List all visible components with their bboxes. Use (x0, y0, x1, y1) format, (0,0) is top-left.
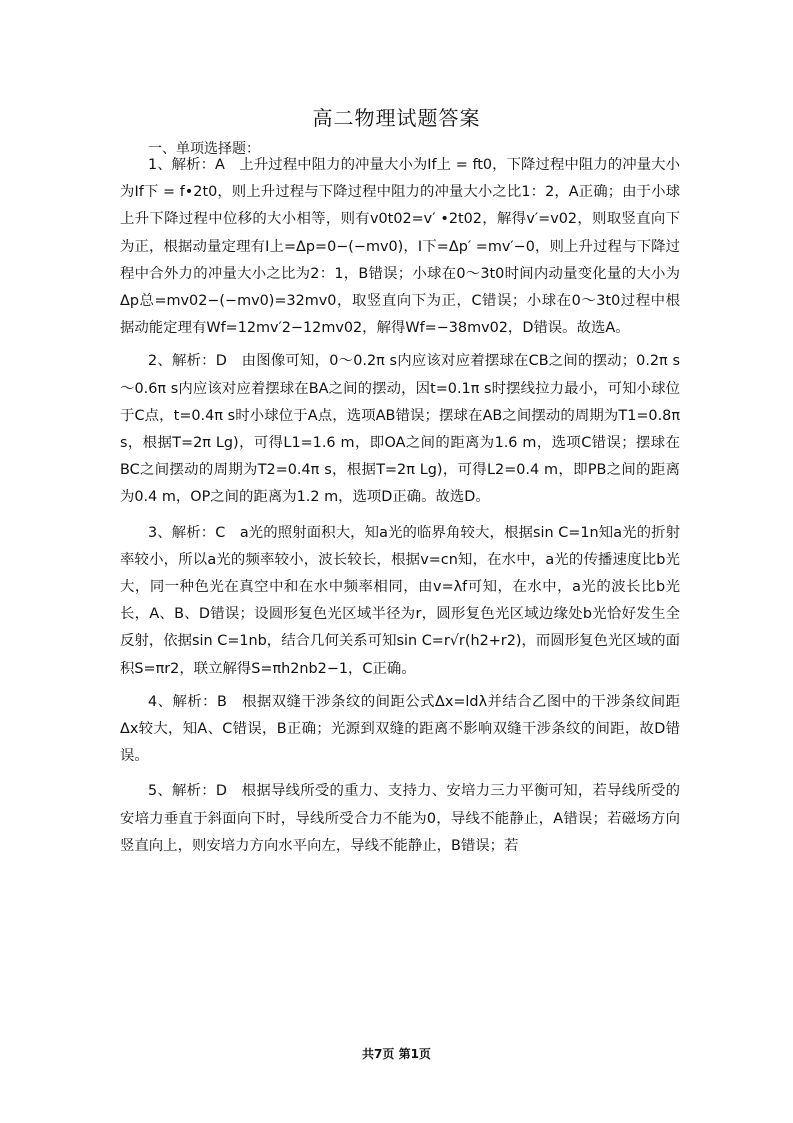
answer-paragraph-5: 5、解析：D 根据导线所受的重力、支持力、安培力三力平衡可知，若导线所受的安培力垂直于斜面向下时，导线所受合力不能为0，导线不能静止，A错误；若磁场方向竖直向上，则安培力方向水平向左，导线不能静止，B错误；若 (120, 783, 680, 854)
answer-paragraph-2: 2、解析：D 由图像可知，0～0.2π s内应该对应着摆球在CB之间的摆动；0.2π s～0.6π s内应该对应着摆球在BA之间的摆动，因t=0.1π s时摆线拉力最小，可知小球位于C点，t=0.4π s时小球位于A点，选项AB错误；摆球在AB之间摆动的周期为T1=0.8π s，根据T=2π Lg)，可得L1=1.6 m，即OA之间的距离为1.6 m，选项C错误；摆球在BC之间摆动的周期为T2=0.4π s，根据T=2π Lg)，可得L2=0.4 m，即PB之间的距离为0.4 m，OP之间的距离为1.2 m，选项D正确。故选D。 (120, 353, 680, 506)
answer-paragraph-3: 3、解析：C a光的照射面积大，知a光的临界角较大，根据sin C=1n知a光的折射率较小，所以a光的频率较小，波长较长，根据v=cn知，在水中，a光的传播速度比b光大，同一种色光在真空中和在水中频率相同，由v=λf可知，在水中，a光的波长比b光长，A、B、D错误；设圆形复色光区域半径为r，圆形复色光区域边缘处b光恰好发生全反射，依据sin C=1nb，结合几何关系可知sin C=r√r(h2+r2)，而圆形复色光区域的面积S=πr2，联立解得S=πh2nb2−1，C正确。 (120, 524, 680, 677)
answer-body (120, 152, 680, 860)
answer-paragraph-4: 4、解析：B 根据双缝干涉条纹的间距公式Δx=ldλ并结合乙图中的干涉条纹间距Δx较大，知A、C错误，B正确；光源到双缝的距离不影响双缝干涉条纹的间距，故D错误。 (120, 693, 680, 765)
page-title: 高二物理试题答案 (312, 106, 481, 130)
answer-paragraph-1: 1、解析：A 上升过程中阻力的冲量大小为If上 = ft0，下降过程中阻力的冲量大小为If下 = f•2t0，则上升过程与下降过程中阻力的冲量大小之比1：2，A正确；由于小球上升下降过程中位移的大小相等，则有v0t02=v′ •2t02，解得v′=v02，则取竖直向下为正，根据动量定理有I上=Δp=0−(−mv0)，I下=Δp′ =mv′−0，则上升过程与下降过程中合外力的冲量大小之比为2：1，B错误；小球在0～3t0时间内动量变化量的大小为Δp总=mv02−(−mv0)=32mv0，取竖直向下为正，C错误；小球在0～3t0过程中根据动能定理有Wf=12mv′2−12mv02，解得Wf=−38mv02，D错误。故选A。 (120, 157, 680, 337)
section-heading: 一、单项选择题： (148, 141, 260, 157)
page-footer: 共7页 第1页 (362, 1047, 431, 1061)
